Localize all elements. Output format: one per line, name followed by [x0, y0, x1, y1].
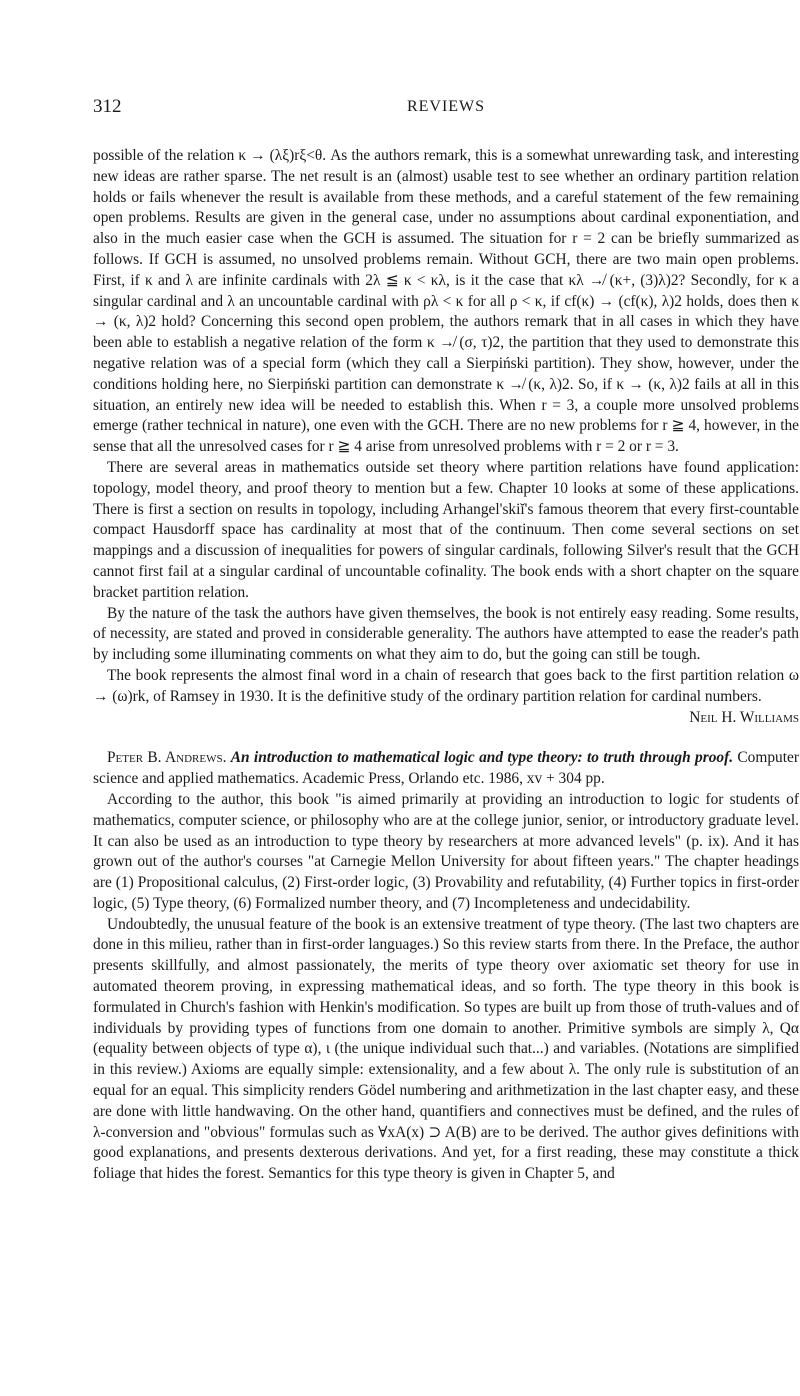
review2-title: An introduction to mathematical logic and type theory: to truth through proof.: [230, 749, 734, 767]
running-head: REVIEWS: [406, 98, 486, 115]
review1-paragraph-4: [93, 666, 799, 726]
review2: [93, 748, 799, 1185]
review1-paragraph-3: By the nature of the task the authors have given themselves, the book is not entirely easy reading. Some results, of necessity, are stated and proved in considerable generality. The authors have attempted to ease the reader's path by including some illuminating comments on what they aim to do, but the going can still be tough.: [93, 604, 799, 664]
reviewer-signature: Neil H. Williams: [689, 708, 799, 726]
review2-citation: [93, 748, 799, 790]
page-header: [93, 96, 799, 126]
page: [93, 96, 799, 1185]
review2-publication: Computer science and applied mathematics. Academic Press, Orlando etc. 1986, xv + 304 pp.: [93, 749, 799, 788]
review1-paragraph-2: There are several areas in mathematics outside set theory where partition relations have found application: topology, model theory, and proof theory to mention but a few. Chapter 10 looks at some of these applications. There is first a section on results in topology, including Arhangel'skiĭ's famous theorem that every first-countable compact Hausdorff space has cardinality at most that of the continuum. Then come several sections on set mappings and a discussion of inequalities for powers of singular cardinals, following Silver's result that the GCH cannot first fail at a singular cardinal of uncountable cofinality. The book ends with a short chapter on the square bracket partition relation.: [93, 458, 799, 601]
article-body: [93, 146, 799, 1185]
review2-paragraph-2: Undoubtedly, the unusual feature of the book is an extensive treatment of type theory. (The last two chapters are done in this milieu, rather than in first-order languages.) So this review starts from there. In the Preface, the author presents skillfully, and almost passionately, the merits of type theory over axiomatic set theory for use in automated theorem proving, in expressing mathematical ideas, and so forth. The type theory in this book is formulated in Church's fashion with Henkin's modification. So types are built up from those of truth-values and of individuals by providing types of functions from one domain to another. Primitive symbols are simply λ, Qα (equality between objects of type α), ι (the unique individual such that...) and variables. (Notations are simplified in this review.) Axioms are equally simple: extensionality, and a few about λ. The only rule is substitution of an equal for an equal. This simplicity renders Gödel numbering and arithmetization in the last chapter easy, and these are done with little handwaving. On the other hand, quantifiers and connectives must be defined, and the rules of λ-conversion and "obvious" formulas such as ∀xA(x) ⊃ A(B) are to be derived. The author gives definitions with good explanations, and presents dexterous derivations. And yet, for a first reading, these may constitute a thick foliage that hides the forest. Semantics for this type theory is given in Chapter 5, and: [93, 915, 799, 1183]
review2-paragraph-1: According to the author, this book "is aimed primarily at providing an introduction to logic for students of mathematics, computer science, or philosophy who are at the college junior, senior, or introductory graduate level. It can also be used as an introduction to type theory by researchers at more advanced levels" (p. ix). And it has grown out of the author's courses "at Carnegie Mellon University for about fifteen years." The chapter headings are (1) Propositional calculus, (2) First-order logic, (3) Provability and refutability, (4) Further topics in first-order logic, (5) Type theory, (6) Formalized number theory, and (7) Incompleteness and undecidability.: [93, 790, 799, 912]
review2-author: Peter B. Andrews.: [107, 749, 227, 767]
page-number: 312: [93, 96, 122, 117]
review1-paragraph-4-text: The book represents the almost final word in a chain of research that goes back to the first partition relation ω → (ω)rk, of Ramsey in 1930. It is the definitive study of the ordinary partition relation for cardinal numbers.: [93, 666, 799, 705]
review1-paragraph-1: possible of the relation κ → (λξ)rξ<θ. As the authors remark, this is a somewhat unrewarding task, and interesting new ideas are rather sparse. The net result is an (almost) usable test to see whether an ordinary partition relation holds or fails whenever the result is available from these methods, and a careful statement of the few remaining open problems. Results are given in the general case, under no assumptions about cardinal exponentiation, and also in the much easier case when the GCH is assumed. The situation for r = 2 can be briefly summarized as follows. If GCH is assumed, no unsolved problems remain. Without GCH, there are two main open problems. First, if κ and λ are infinite cardinals with 2λ ≦ κ < κλ, is it the case that κλ ↛ (κ+, (3)λ)2? Secondly, for κ a singular cardinal and λ an uncountable cardinal with ρλ < κ for all ρ < κ, if cf(κ) → (cf(κ), λ)2 holds, does then κ → (κ, λ)2 hold? Concerning this second open problem, the authors remark that in all cases in which they have been able to establish a negative relation of the form κ ↛ (σ, τ)2, the partition that they used to demonstrate this negative relation was of a special form (which they call a Sierpiński partition). They show, however, under the conditions holding here, no Sierpiński partition can demonstrate κ ↛ (κ, λ)2. So, if κ → (κ, λ)2 fails at all in this situation, an entirely new idea will be needed to establish this. When r = 3, a couple more unsolved problems emerge (rather technical in nature), one even with the GCH. There are no new problems for r ≧ 4, however, in the sense that all the unresolved cases for r ≧ 4 arise from unresolved problems with r = 2 or r = 3.: [93, 147, 799, 456]
